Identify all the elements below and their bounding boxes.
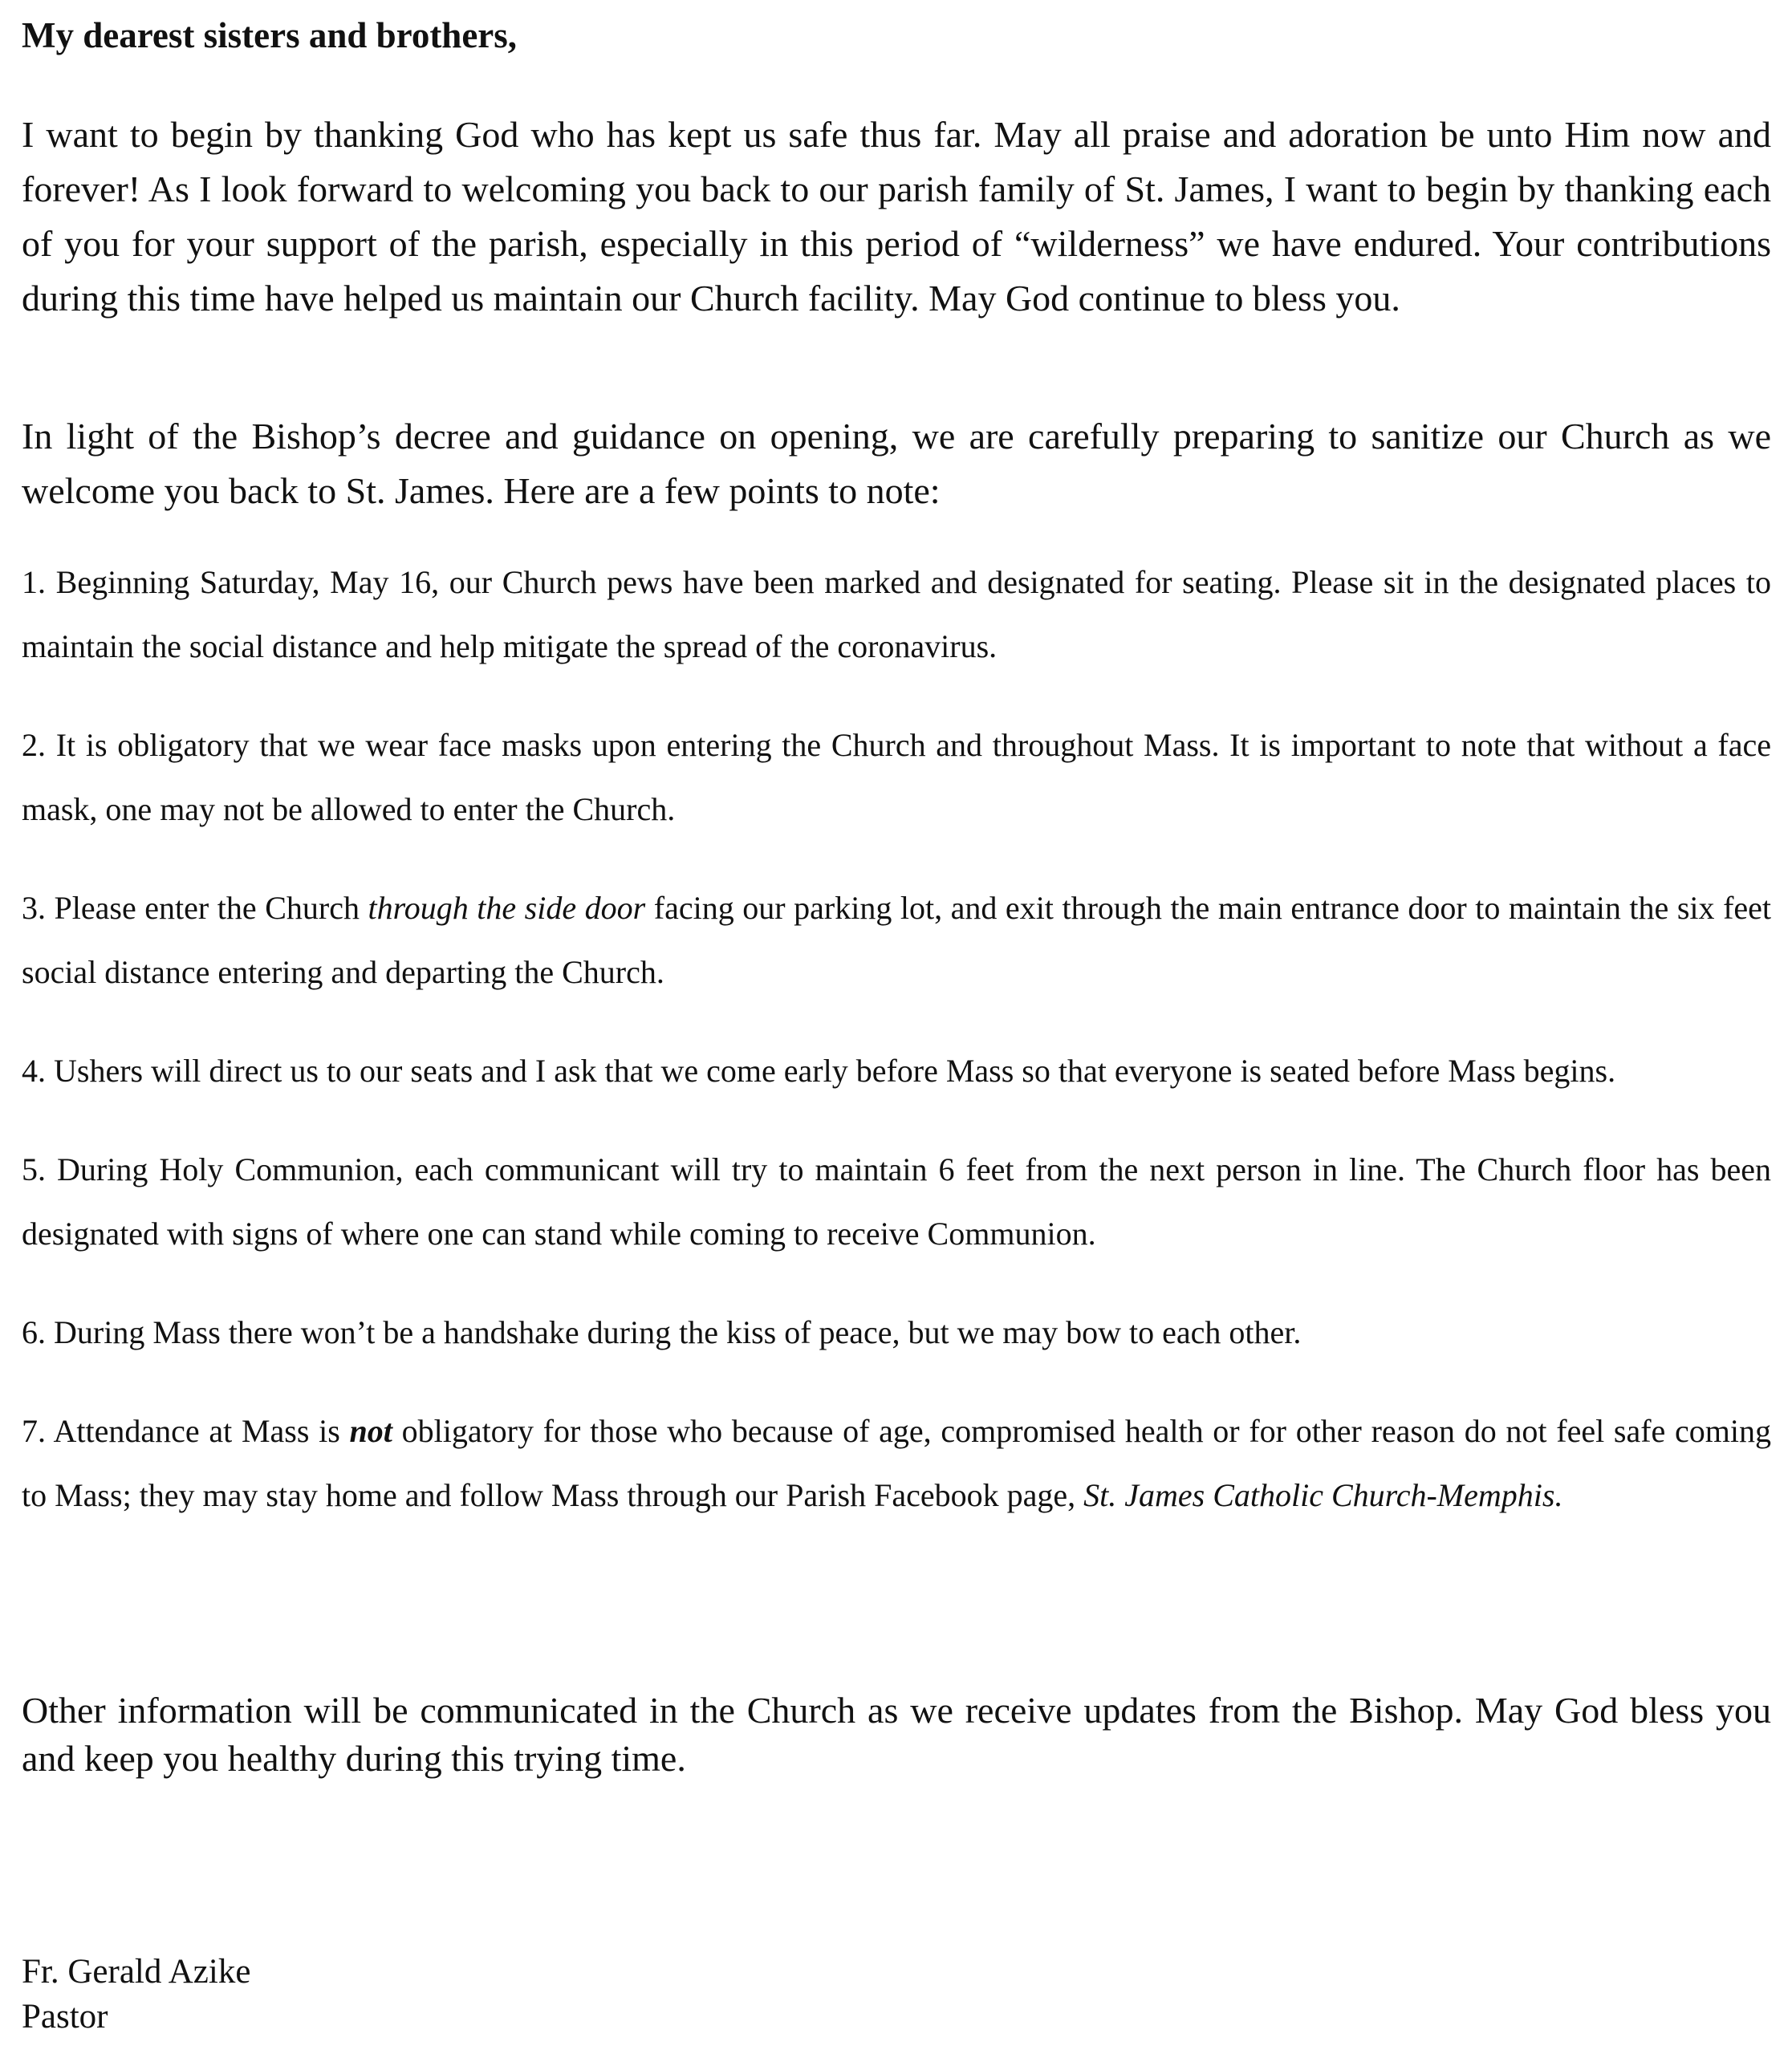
salutation: My dearest sisters and brothers,	[22, 15, 518, 55]
intro-paragraph: I want to begin by thanking God who has kept us safe thus far. May all praise and adoration be unto Him now and forever! As I look forward to welcoming you back to our parish family of St. James, I want to begin by thanking each of you for your support of the parish, especially in this period of “wilderness” we have endured. Your contributions during this time have helped us maintain our Church facility. May God continue to bless you.	[22, 114, 1771, 319]
point-3-emphasis: through the side door	[368, 890, 646, 926]
points-list	[22, 550, 1771, 1562]
signature-name: Fr. Gerald Azike	[22, 1953, 251, 1991]
closing-paragraph: Other information will be communicated in the Church as we receive updates from the Bishop. May God bless you and keep you healthy during this trying time.	[22, 1690, 1771, 1779]
point-3-text-start: 3. Please enter the Church	[22, 890, 368, 926]
point-4: 4. Ushers will direct us to our seats and I ask that we come early before Mass so that everyone is seated before Mass begins.	[22, 1053, 1616, 1089]
letter-page	[22, 0, 1771, 2054]
signature-title: Pastor	[22, 1998, 108, 2036]
signature-block	[22, 1950, 250, 2040]
point-7-text-start: 7. Attendance at Mass is	[22, 1413, 350, 1449]
facebook-page-name: St. James Catholic Church-Memphis.	[1083, 1477, 1563, 1513]
point-7-text-middle: obligatory for those who because of age, compromised health or for other reason do not feel safe coming to Mass; they may stay home and follow Mass through our Parish Facebook page,	[22, 1413, 1772, 1513]
point-3	[22, 876, 1771, 1005]
point-2: 2. It is obligatory that we wear face masks upon entering the Church and throughout Mass. It is important to note that without a face mask, one may not be allowed to enter the Church.	[22, 727, 1771, 827]
point-7-emphasis: not	[349, 1413, 392, 1449]
point-1: 1. Beginning Saturday, May 16, our Church pews have been marked and designated for seating. Please sit in the designated places to maintain the social distance and help mitigate the spread of the coronavirus.	[22, 564, 1771, 664]
point-5: 5. During Holy Communion, each communicant will try to maintain 6 feet from the next person in line. The Church floor has been designated with signs of where one can stand while coming to receive Communion.	[22, 1151, 1771, 1252]
point-7	[22, 1399, 1771, 1528]
point-3-text-end: facing our parking lot, and exit through the main entrance door to maintain the six feet social distance entering and departing the Church.	[22, 890, 1772, 990]
point-6: 6. During Mass there won’t be a handshake during the kiss of peace, but we may bow to each other.	[22, 1314, 1302, 1350]
guidance-paragraph: In light of the Bishop’s decree and guidance on opening, we are carefully preparing to sanitize our Church as we welcome you back to St. James. Here are a few points to note:	[22, 416, 1771, 511]
